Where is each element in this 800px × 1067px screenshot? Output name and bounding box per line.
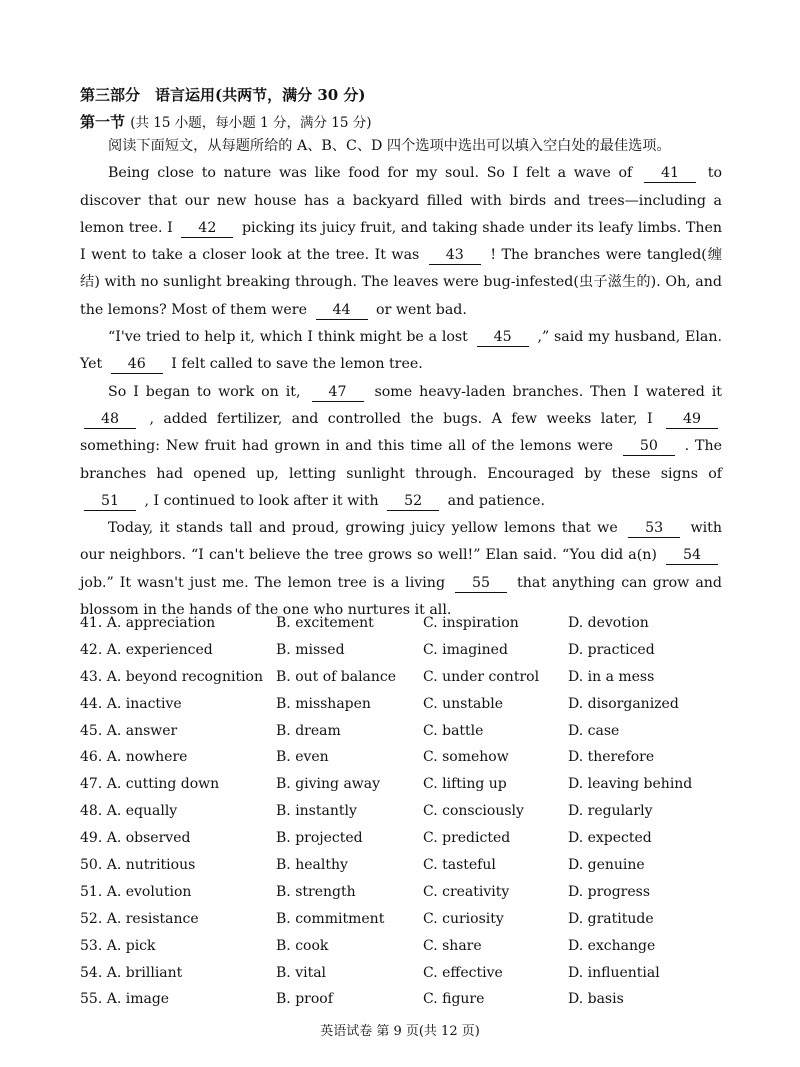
option-row — [80, 962, 740, 989]
paragraph-4 — [80, 515, 722, 624]
text: that anything can grow and blossom in the hands of the one who nurtures it all. — [80, 574, 722, 619]
option-a[interactable]: 43. A. beyond recognition — [80, 668, 263, 685]
option-c[interactable]: C. effective — [423, 964, 503, 981]
option-b[interactable]: B. cook — [276, 937, 329, 954]
option-b[interactable]: B. healthy — [276, 857, 348, 874]
option-c[interactable]: C. battle — [423, 722, 484, 739]
option-a[interactable]: 53. A. pick — [80, 937, 156, 954]
option-a[interactable]: 55. A. image — [80, 991, 170, 1008]
option-b[interactable]: B. out of balance — [276, 668, 397, 685]
option-c[interactable]: C. predicted — [423, 830, 511, 847]
option-row — [80, 800, 740, 827]
option-b[interactable]: B. strength — [276, 883, 356, 900]
option-row — [80, 854, 740, 881]
option-b[interactable]: B. proof — [276, 991, 333, 1008]
option-c[interactable]: C. under control — [423, 668, 540, 685]
option-row — [80, 666, 740, 693]
option-a[interactable]: 45. A. answer — [80, 722, 178, 739]
option-c[interactable]: C. creativity — [423, 883, 510, 900]
blank-48[interactable]: 48 — [84, 411, 136, 429]
text: “I've tried to help it, which I think might be a lost — [108, 329, 468, 346]
option-d[interactable]: D. therefore — [568, 749, 655, 766]
option-b[interactable]: B. even — [276, 749, 329, 766]
text: or went bad. — [376, 301, 467, 318]
option-a[interactable]: 47. A. cutting down — [80, 776, 220, 793]
text: to discover that our new house has a backyard filled with birds and trees—including a lemon tree. I — [80, 165, 722, 236]
blank-55[interactable]: 55 — [455, 575, 507, 593]
blank-47[interactable]: 47 — [312, 384, 364, 402]
option-row — [80, 908, 740, 935]
option-a[interactable]: 49. A. observed — [80, 830, 191, 847]
option-b[interactable]: B. vital — [276, 964, 327, 981]
text: job.” It wasn't just me. The lemon tree is a living — [80, 574, 446, 591]
blank-45[interactable]: 45 — [477, 329, 529, 347]
subtitle-note: (共 15 小题，每小题 1 分，满分 15 分) — [130, 115, 372, 131]
text: ! The branches were tangled(缠结) with no sunlight breaking through. The leaves were bug-infested(虫子滋生的). Oh, and the lemons? Most of them were — [80, 247, 723, 318]
blank-51[interactable]: 51 — [84, 493, 136, 511]
options-list — [80, 612, 740, 1015]
option-c[interactable]: C. lifting up — [423, 776, 507, 793]
option-a[interactable]: 48. A. equally — [80, 803, 178, 820]
option-c[interactable]: C. somehow — [423, 749, 509, 766]
option-d[interactable]: D. genuine — [568, 857, 645, 874]
option-c[interactable]: C. figure — [423, 991, 485, 1008]
option-c[interactable]: C. consciously — [423, 803, 524, 820]
option-b[interactable]: B. giving away — [276, 776, 381, 793]
text: . The branches had opened up, letting sunlight through. Encouraged by these signs of — [80, 438, 722, 482]
option-d[interactable]: D. influential — [568, 964, 660, 981]
section-subtitle — [80, 111, 371, 132]
option-d[interactable]: D. exchange — [568, 937, 656, 954]
paragraph-1 — [80, 160, 722, 324]
option-row — [80, 720, 740, 747]
option-row — [80, 827, 740, 854]
page-footer: 英语试卷 第 9 页(共 12 页) — [320, 1024, 480, 1039]
option-row — [80, 881, 740, 908]
blank-53[interactable]: 53 — [628, 520, 680, 538]
option-c[interactable]: C. inspiration — [423, 615, 519, 631]
option-row — [80, 639, 740, 666]
option-a[interactable]: 51. A. evolution — [80, 883, 192, 900]
text: some heavy-laden branches. Then I watered it — [374, 383, 722, 400]
option-c[interactable]: C. tasteful — [423, 857, 496, 874]
blank-42[interactable]: 42 — [181, 220, 233, 238]
option-a[interactable]: 52. A. resistance — [80, 910, 199, 927]
text: with our neighbors. “I can't believe the tree grows so well!” Elan said. “You did a(n) — [80, 520, 722, 564]
option-c[interactable]: C. share — [423, 937, 482, 954]
option-row — [80, 988, 740, 1015]
subtitle-main: 第一节 — [80, 113, 126, 131]
instruction: 阅读下面短文，从每题所给的 A、B、C、D 四个选项中选出可以填入空白处的最佳选项。 — [108, 138, 671, 154]
text: Today, it stands tall and proud, growing juicy yellow lemons that we — [108, 520, 618, 537]
text: ,” said my husband, Elan. Yet — [80, 329, 722, 373]
option-d[interactable]: D. gratitude — [568, 910, 654, 927]
text: I felt called to save the lemon tree. — [171, 356, 423, 373]
option-d[interactable]: D. expected — [568, 830, 652, 847]
option-d[interactable]: D. leaving behind — [568, 776, 693, 793]
paragraph-2 — [80, 324, 722, 379]
text: So I began to work on it, — [108, 383, 301, 400]
text: picking its juicy fruit, and taking shade under its leafy limbs. Then I went to take a closer look at the tree. It was — [80, 219, 722, 264]
section-title: 第三部分 语言运用(共两节，满分 30 分) — [80, 86, 366, 104]
option-d[interactable]: D. devotion — [568, 615, 649, 631]
option-c[interactable]: C. imagined — [423, 641, 508, 658]
blank-52[interactable]: 52 — [387, 493, 439, 511]
option-b[interactable]: B. instantly — [276, 803, 357, 820]
blank-43[interactable]: 43 — [429, 247, 481, 265]
text: and patience. — [447, 492, 546, 509]
option-b[interactable]: B. excitement — [276, 615, 374, 631]
text: , added fertilizer, and controlled the bugs. A few weeks later, I — [149, 410, 653, 427]
option-a[interactable]: 50. A. nutritious — [80, 857, 196, 874]
option-b[interactable]: B. projected — [276, 830, 363, 847]
option-d[interactable]: D. basis — [568, 991, 624, 1008]
option-b[interactable]: B. misshapen — [276, 695, 371, 712]
option-row — [80, 773, 740, 800]
option-d[interactable]: D. practiced — [568, 641, 655, 658]
blank-54[interactable]: 54 — [666, 547, 718, 565]
option-d[interactable]: D. case — [568, 722, 620, 739]
option-d[interactable]: D. regularly — [568, 803, 653, 820]
option-d[interactable]: D. disorganized — [568, 695, 679, 712]
blank-50[interactable]: 50 — [623, 438, 675, 456]
option-c[interactable]: C. unstable — [423, 695, 504, 712]
option-c[interactable]: C. curiosity — [423, 910, 504, 927]
option-a[interactable]: 41. A. appreciation — [80, 615, 216, 631]
option-row — [80, 935, 740, 962]
option-b[interactable]: B. dream — [276, 722, 341, 739]
option-a[interactable]: 44. A. inactive — [80, 695, 182, 712]
blank-44[interactable]: 44 — [316, 302, 368, 320]
option-d[interactable]: D. progress — [568, 883, 651, 900]
option-b[interactable]: B. commitment — [276, 910, 385, 927]
option-a[interactable]: 42. A. experienced — [80, 641, 213, 658]
option-row — [80, 612, 740, 639]
option-row — [80, 693, 740, 720]
text: , I continued to look after it with — [144, 492, 379, 509]
text: something: New fruit had grown in and this time all of the lemons were — [80, 438, 614, 455]
passage — [80, 133, 722, 624]
option-a[interactable]: 46. A. nowhere — [80, 749, 188, 766]
option-a[interactable]: 54. A. brilliant — [80, 964, 183, 981]
blank-41[interactable]: 41 — [644, 165, 696, 183]
option-b[interactable]: B. missed — [276, 641, 345, 658]
blank-49[interactable]: 49 — [666, 411, 718, 429]
option-d[interactable]: D. in a mess — [568, 668, 655, 685]
text: Being close to nature was like food for my soul. So I felt a wave of — [108, 165, 633, 182]
paragraph-3 — [80, 379, 722, 515]
blank-46[interactable]: 46 — [111, 356, 163, 374]
option-row — [80, 746, 740, 773]
